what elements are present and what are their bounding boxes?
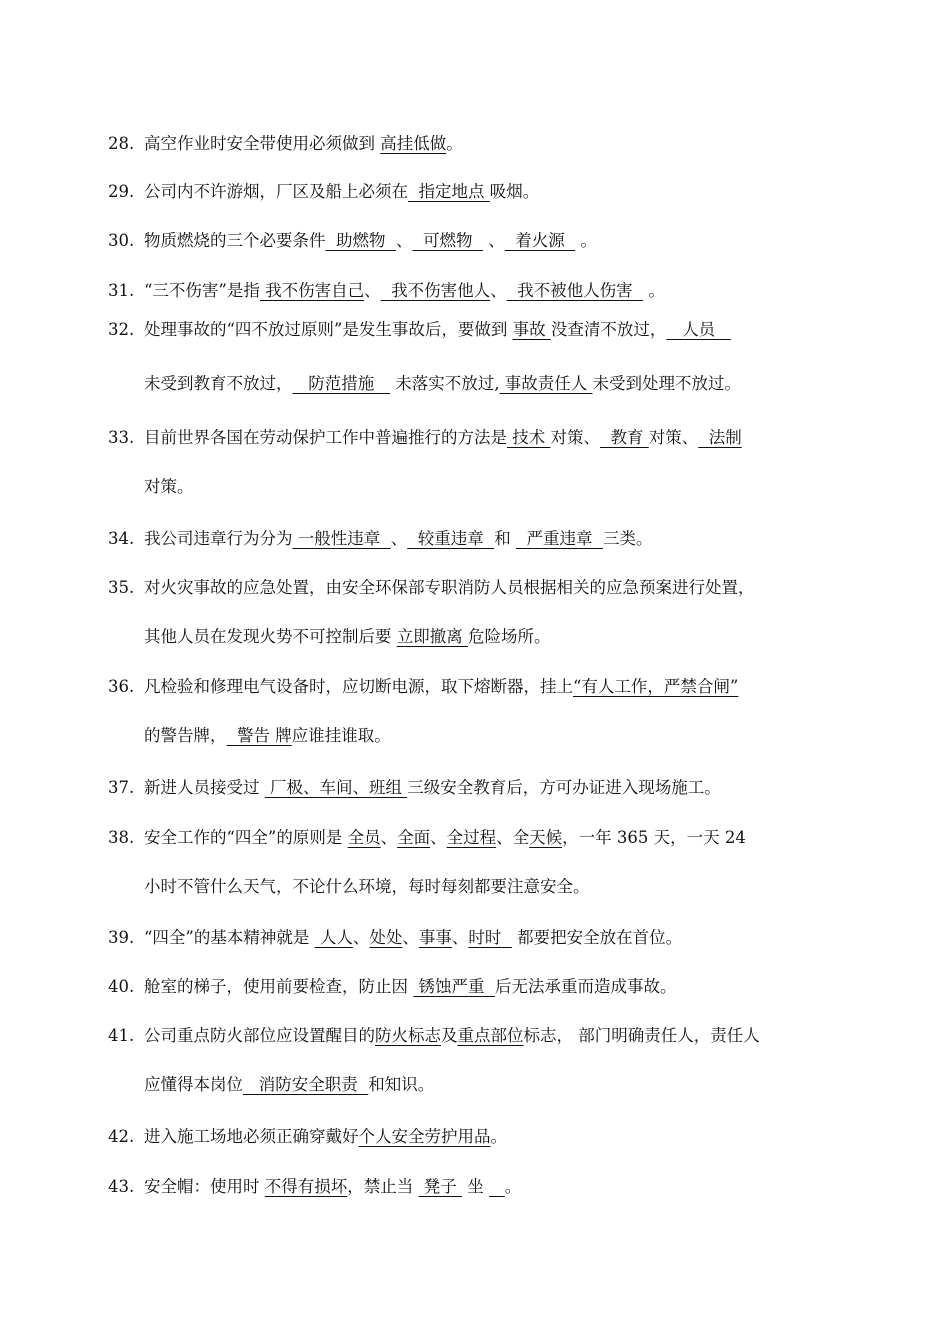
question-text: 处理事故的“四不放过原则”是发生事故后，要做到 bbox=[144, 320, 513, 339]
answer-blank: 着火源 bbox=[504, 231, 576, 250]
question-text: 三级安全教育后，方可办证进入现场施工。 bbox=[407, 778, 721, 797]
question-number: 35. bbox=[108, 578, 135, 597]
question-text: 危险场所。 bbox=[468, 627, 551, 646]
question-text: “四全”的基本精神就是 bbox=[144, 928, 315, 947]
question-text: 物质燃烧的三个必要条件 bbox=[144, 231, 326, 250]
question-number: 38. bbox=[108, 828, 135, 847]
question-text: 未受到处理不放过。 bbox=[592, 374, 741, 393]
answer-blank: 防范措施 bbox=[292, 374, 390, 393]
answer-blank: 我不伤害自己 bbox=[259, 281, 365, 300]
question-line bbox=[144, 677, 738, 697]
question-line bbox=[144, 1177, 521, 1197]
question-text: 、 bbox=[390, 529, 408, 548]
question-line bbox=[144, 1075, 434, 1095]
question-text: 未落实不放过, bbox=[389, 374, 500, 393]
question-text: 高空作业时安全带使用必须做到 bbox=[144, 134, 381, 153]
answer-blank: 我不伤害他人 bbox=[380, 281, 491, 300]
question-text: 和 bbox=[494, 529, 516, 548]
question-line bbox=[144, 281, 665, 301]
question-number: 31. bbox=[108, 281, 135, 300]
answer-blank: 指定地点 bbox=[408, 182, 490, 201]
question-text: 的警告牌， bbox=[144, 726, 227, 745]
question-line bbox=[144, 428, 742, 448]
question-number: 34. bbox=[108, 529, 135, 548]
question-number: 36. bbox=[108, 677, 135, 696]
question-text: 、 bbox=[395, 231, 413, 250]
question-number: 32. bbox=[108, 320, 135, 339]
answer-blank: 事故 bbox=[512, 320, 551, 339]
question-text: 吸烟。 bbox=[489, 182, 540, 201]
answer-blank: 人人 bbox=[314, 928, 353, 947]
question-number: 41. bbox=[108, 1026, 135, 1045]
answer-blank: 技术 bbox=[507, 428, 551, 447]
question-line bbox=[144, 134, 463, 154]
answer-blank: 天候 bbox=[529, 828, 563, 847]
question-text: 、 bbox=[451, 928, 469, 947]
answer-blank: 法制 bbox=[698, 428, 742, 447]
question-line bbox=[144, 828, 746, 848]
question-text: ，一年 365 天，一天 24 bbox=[562, 828, 746, 847]
question-number: 39. bbox=[108, 928, 135, 947]
answer-blank: 全面 bbox=[397, 828, 431, 847]
answer-blank: 锈蚀严重 bbox=[413, 977, 495, 996]
answer-blank: 消防安全职责 bbox=[243, 1075, 369, 1094]
question-text: 对策、 bbox=[550, 428, 600, 447]
question-number: 33. bbox=[108, 428, 135, 447]
question-line bbox=[144, 1026, 760, 1046]
question-line bbox=[144, 977, 677, 997]
question-text: 、 bbox=[430, 828, 447, 847]
question-line bbox=[144, 182, 539, 202]
question-text: 公司重点防火部位应设置醒目的 bbox=[144, 1026, 375, 1045]
question-text: 我公司违章行为分为 bbox=[144, 529, 293, 548]
answer-blank: 我不被他人伤害 bbox=[506, 281, 644, 300]
question-line bbox=[144, 529, 652, 549]
question-text: 后无法承重而造成事故。 bbox=[495, 977, 677, 996]
question-text: 安全工作的“四全”的原则是 bbox=[144, 828, 348, 847]
question-line bbox=[144, 320, 731, 340]
question-line bbox=[144, 1127, 507, 1147]
answer-blank: 可燃物 bbox=[412, 231, 483, 250]
question-text: 舱室的梯子，使用前要检查，防止因 bbox=[144, 977, 414, 996]
question-text: 进入施工场地必须正确穿戴好 bbox=[144, 1127, 359, 1146]
answer-blank bbox=[489, 1177, 505, 1196]
answer-blank: 厂极、车间、班组 bbox=[264, 778, 408, 797]
question-text: 。 bbox=[446, 134, 463, 153]
answer-blank: 全员 bbox=[347, 828, 381, 847]
question-text: 都要把安全放在首位。 bbox=[511, 928, 683, 947]
answer-blank: 全过程 bbox=[446, 828, 497, 847]
question-text: 应谁挂谁取。 bbox=[291, 726, 391, 745]
question-text: 凡检验和修理电气设备时，应切断电源，取下熔断器，挂上 bbox=[144, 677, 573, 696]
answer-blank: 事事 bbox=[418, 928, 452, 947]
question-text: 新进人员接受过 bbox=[144, 778, 265, 797]
answer-blank: 立即撤离 bbox=[396, 627, 468, 646]
answer-blank: “有人工作，严禁合闸” bbox=[573, 677, 739, 696]
question-text: 、 bbox=[482, 231, 505, 250]
answer-blank: 教育 bbox=[600, 428, 649, 447]
question-text: “三不伤害”是指 bbox=[144, 281, 260, 300]
question-text: 安全帽：使用时 bbox=[144, 1177, 265, 1196]
question-text: 坐 bbox=[462, 1177, 489, 1196]
question-number: 40. bbox=[108, 977, 135, 996]
question-text: 小时不管什么天气，不论什么环境，每时每刻都要注意安全。 bbox=[144, 877, 590, 896]
answer-blank: 助燃物 bbox=[325, 231, 396, 250]
question-line bbox=[144, 877, 590, 897]
answer-blank: 不得有损坏 bbox=[264, 1177, 348, 1196]
question-text: 。 bbox=[643, 281, 665, 300]
question-text: 、全 bbox=[496, 828, 530, 847]
answer-blank: 一般性违章 bbox=[292, 529, 391, 548]
question-text: 及 bbox=[441, 1026, 458, 1045]
question-text: 。 bbox=[575, 231, 597, 250]
answer-blank: 重点部位 bbox=[457, 1026, 524, 1045]
question-text: 对策。 bbox=[144, 477, 194, 496]
question-text: 。 bbox=[504, 1177, 522, 1196]
answer-blank: 凳子 bbox=[418, 1177, 462, 1196]
answer-blank: 高挂低做 bbox=[380, 134, 447, 153]
question-number: 43. bbox=[108, 1177, 135, 1196]
question-line bbox=[144, 477, 194, 497]
answer-blank: 个人安全劳护用品 bbox=[358, 1127, 491, 1146]
question-number: 42. bbox=[108, 1127, 135, 1146]
question-number: 28. bbox=[108, 134, 135, 153]
question-text: 目前世界各国在劳动保护工作中普遍推行的方法是 bbox=[144, 428, 507, 447]
question-text: 对火灾事故的应急处置，由安全环保部专职消防人员根据相关的应急预案进行处置， bbox=[144, 578, 755, 597]
question-line bbox=[144, 374, 741, 394]
answer-blank: 处处 bbox=[369, 928, 403, 947]
question-line bbox=[144, 928, 682, 948]
question-text: 。 bbox=[490, 1127, 507, 1146]
question-line bbox=[144, 627, 551, 647]
question-text: 未受到教育不放过， bbox=[144, 374, 293, 393]
question-number: 29. bbox=[108, 182, 135, 201]
answer-blank: 较重违章 bbox=[407, 529, 495, 548]
answer-blank: 时时 bbox=[468, 928, 512, 947]
question-text: 公司内不许游烟，厂区及船上必须在 bbox=[144, 182, 408, 201]
question-text: 其他人员在发现火势不可控制后要 bbox=[144, 627, 397, 646]
question-line bbox=[144, 578, 755, 598]
question-text: 、 bbox=[364, 281, 381, 300]
question-number: 37. bbox=[108, 778, 135, 797]
question-text: 和知识。 bbox=[368, 1075, 435, 1094]
question-text: 、 bbox=[352, 928, 370, 947]
answer-blank: 防火标志 bbox=[375, 1026, 441, 1045]
question-text: ，禁止当 bbox=[347, 1177, 419, 1196]
question-text: 、 bbox=[490, 281, 507, 300]
question-text: 标志， 部门明确责任人，责任人 bbox=[523, 1026, 760, 1045]
answer-blank: 警告 牌 bbox=[226, 726, 292, 745]
question-text: 对策、 bbox=[648, 428, 699, 447]
answer-blank: 人员 bbox=[666, 320, 731, 339]
question-text: 三类。 bbox=[602, 529, 653, 548]
question-text: 应懂得本岗位 bbox=[144, 1075, 243, 1094]
question-text: 、 bbox=[402, 928, 419, 947]
question-text: 没查清不放过， bbox=[550, 320, 667, 339]
answer-blank: 事故责任人 bbox=[499, 374, 593, 393]
question-number: 30. bbox=[108, 231, 135, 250]
question-line bbox=[144, 726, 391, 746]
question-line bbox=[144, 778, 721, 798]
answer-blank: 严重违章 bbox=[515, 529, 603, 548]
question-line bbox=[144, 231, 597, 251]
question-text: 、 bbox=[380, 828, 398, 847]
